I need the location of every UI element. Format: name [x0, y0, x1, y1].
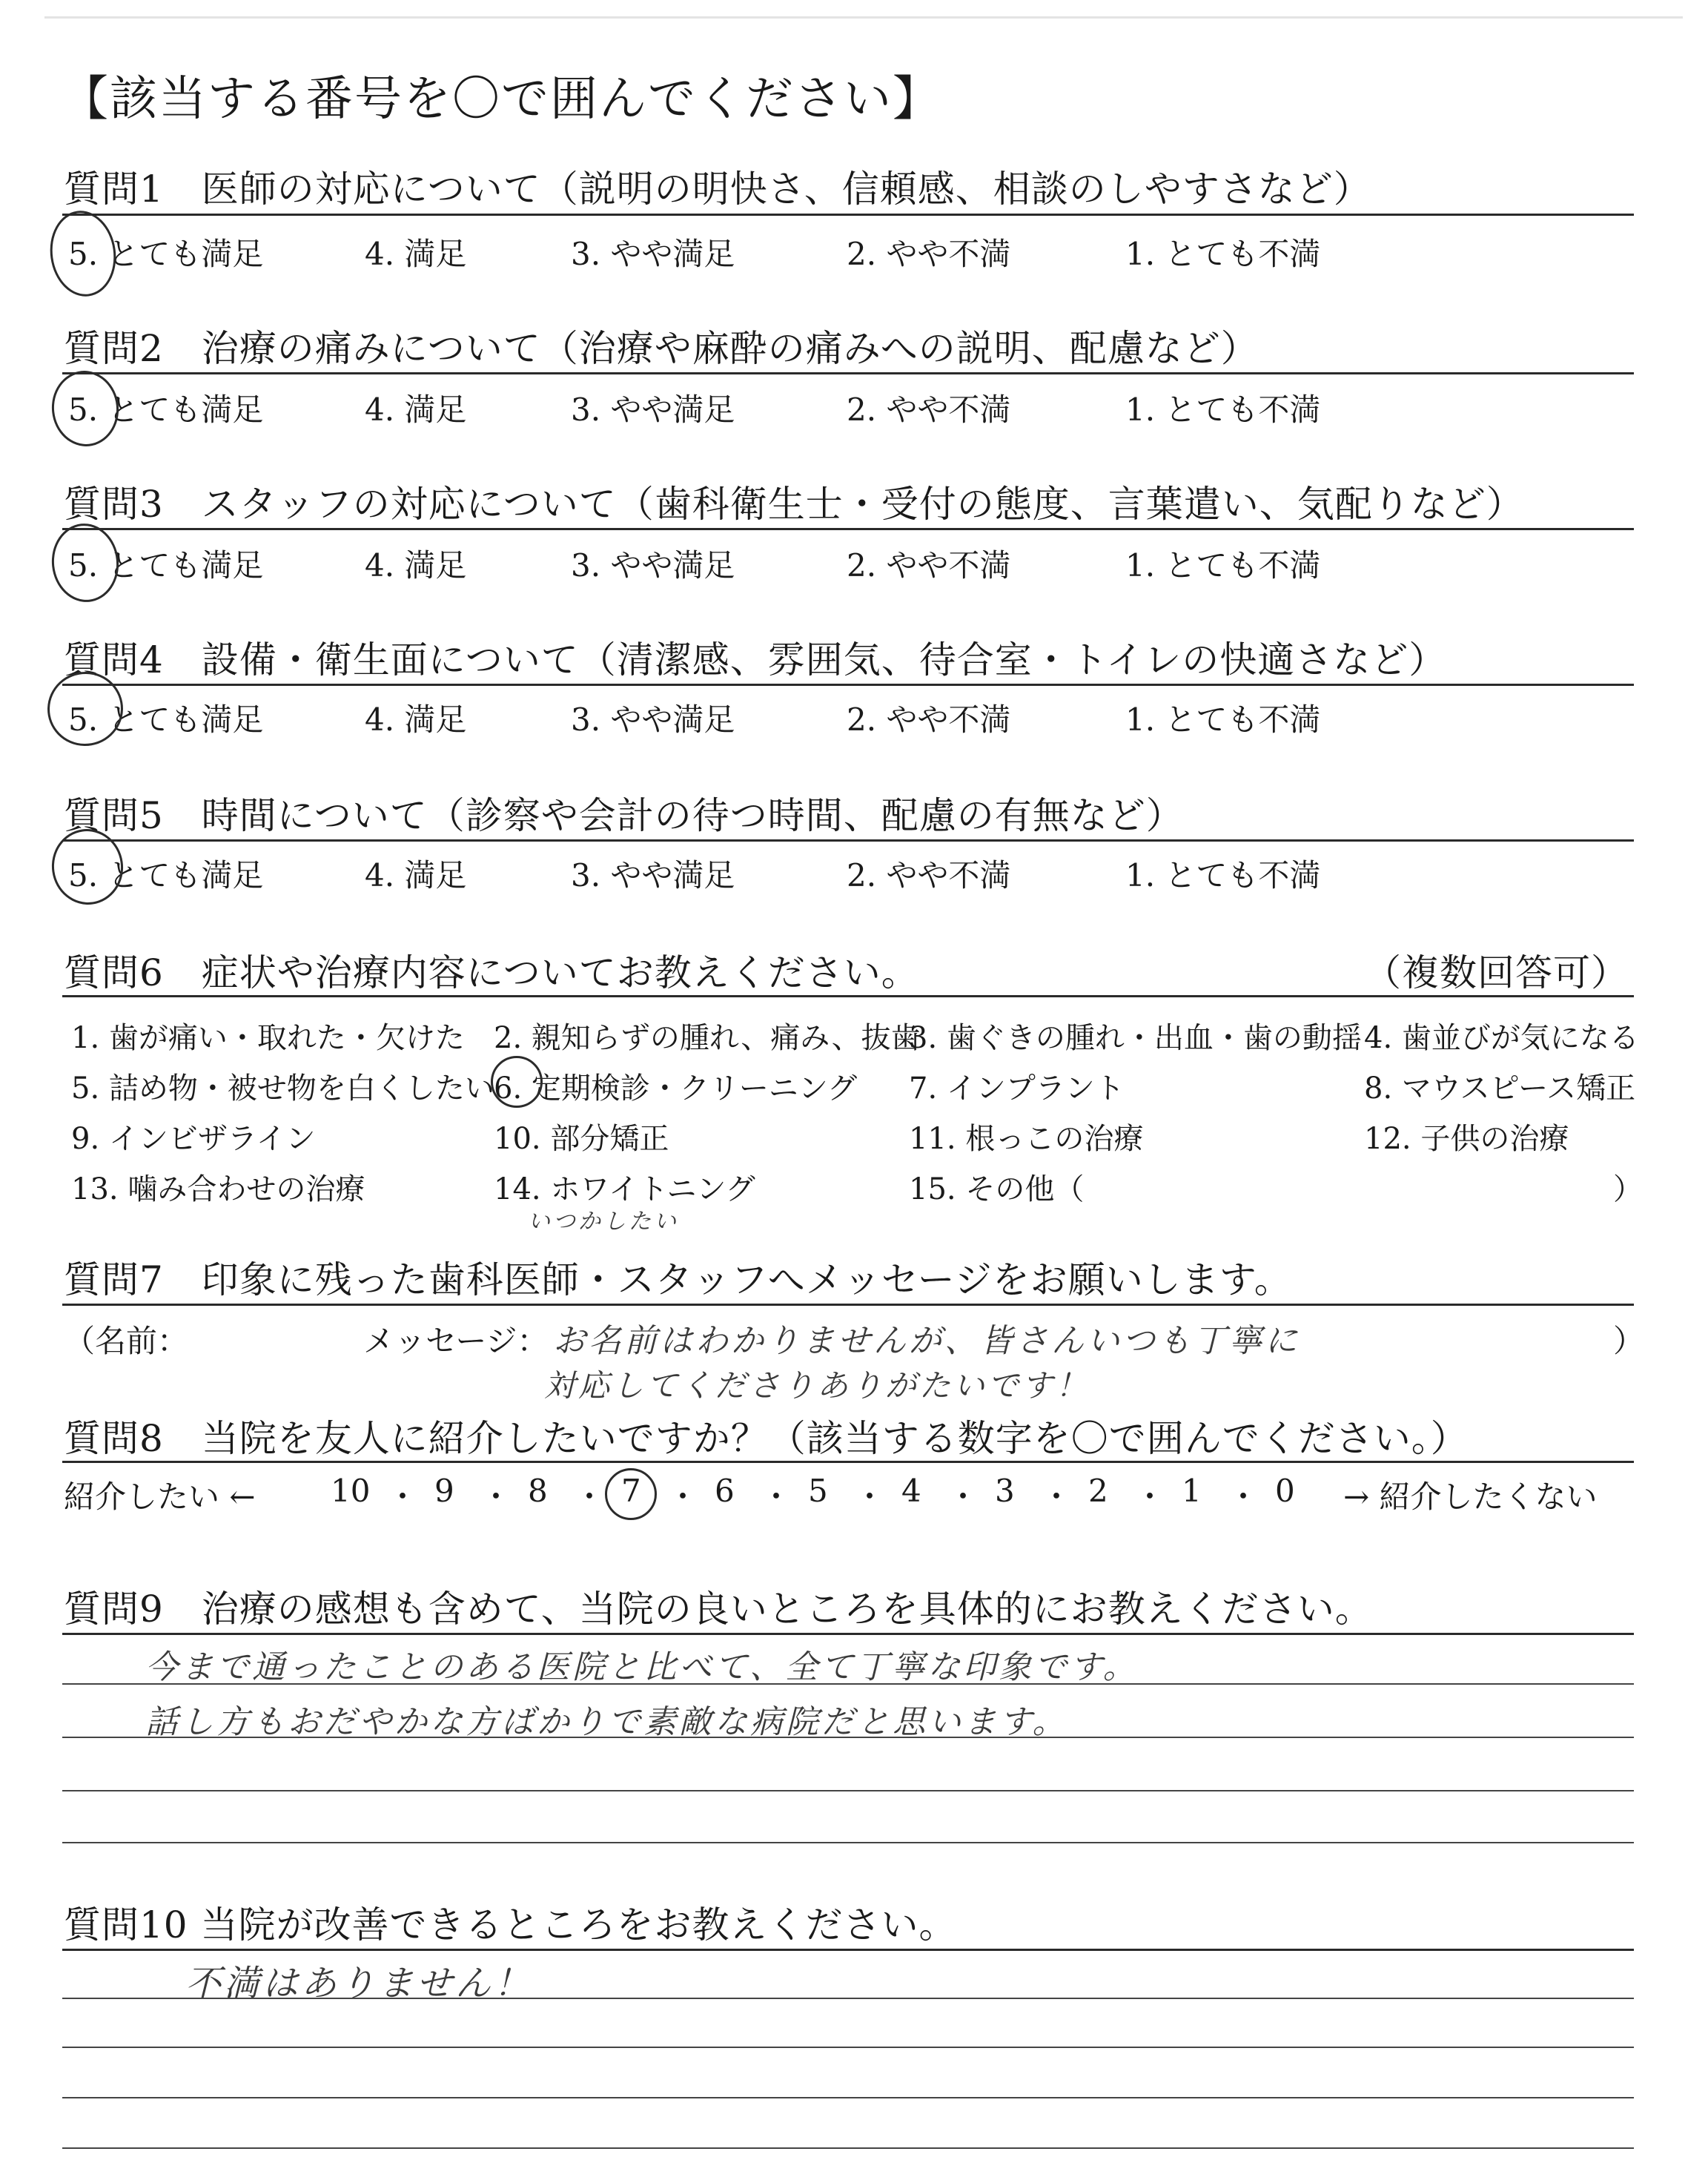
q4-option-2[interactable]: 2. やや不満 [847, 701, 1011, 738]
q1-option-4[interactable]: 4. 満足 [365, 236, 467, 272]
q1-option-1[interactable]: 1. とても不満 [1125, 236, 1321, 272]
handwritten-answer-line-1: 今まで通ったことのある医院と比べて、全て丁寧な印象です。 [145, 1648, 1139, 1686]
page-title: 【該当する番号を〇で囲んでください】 [61, 72, 941, 127]
q6-option-3[interactable]: 3. 歯ぐきの腫れ・出血・歯の動揺 [909, 1021, 1362, 1055]
scale-value-5[interactable]: 5 [808, 1473, 828, 1509]
scale-value-9[interactable]: 9 [434, 1473, 454, 1509]
close-paren: ） [1613, 1323, 1645, 1359]
selection-circle [44, 206, 121, 300]
q2-option-4[interactable]: 4. 満足 [365, 392, 467, 428]
scale-value-0[interactable]: 0 [1275, 1473, 1295, 1509]
q1-option-2[interactable]: 2. やや不満 [847, 236, 1011, 272]
scale-separator: ・ [480, 1479, 512, 1515]
recommend-label: 紹介したい ← [64, 1479, 256, 1515]
scale-value-3[interactable]: 3 [995, 1473, 1015, 1509]
answer-line [62, 1790, 1634, 1791]
question-1: 質問1 医師の対応について（説明の明快さ、信頼感、相談のしやすさなど） [64, 168, 1371, 211]
q2-option-5[interactable]: 5. とても満足 [68, 392, 264, 428]
rule [62, 995, 1634, 997]
rule [62, 839, 1634, 842]
q5-option-5[interactable]: 5. とても満足 [68, 857, 264, 894]
scale-value-8[interactable]: 8 [528, 1473, 548, 1509]
q2-option-2[interactable]: 2. やや不満 [847, 392, 1011, 428]
question-9: 質問9 治療の感想も含めて、当院の良いところを具体的にお教えください。 [64, 1588, 1373, 1631]
q6-option-8[interactable]: 8. マウスピース矯正 [1364, 1071, 1636, 1106]
scan-edge [44, 16, 1683, 19]
q4-option-4[interactable]: 4. 満足 [365, 701, 467, 738]
scale-value-4[interactable]: 4 [901, 1473, 921, 1509]
rule [62, 1461, 1634, 1463]
selection-circle [605, 1468, 657, 1520]
q6-option-15-close: ） [1613, 1172, 1643, 1206]
answer-line [62, 2097, 1634, 2098]
handwritten-answer-q10: 不満はありません！ [185, 1963, 533, 2004]
rule [62, 1633, 1634, 1635]
question-8: 質問8 当院を友人に紹介したいですか？（該当する数字を〇で囲んでください。） [64, 1417, 1469, 1460]
q6-option-5[interactable]: 5. 詰め物・被せ物を白くしたい [71, 1071, 494, 1106]
scale-separator: ・ [387, 1479, 419, 1515]
question-3: 質問3 スタッフの対応について（歯科衛生士・受付の態度、言葉遣い、気配りなど） [64, 483, 1524, 526]
q5-option-4[interactable]: 4. 満足 [365, 857, 467, 894]
scale-separator: ・ [574, 1479, 606, 1515]
q4-option-3[interactable]: 3. やや満足 [571, 701, 735, 738]
q3-option-5[interactable]: 5. とても満足 [68, 547, 264, 584]
scale-separator: ・ [947, 1479, 979, 1515]
q1-option-5[interactable]: 5. とても満足 [68, 236, 264, 272]
scale-separator: ・ [1228, 1479, 1260, 1515]
scale-separator: ・ [1134, 1479, 1166, 1515]
rule [62, 528, 1634, 530]
rule [62, 214, 1634, 216]
q5-option-2[interactable]: 2. やや不満 [847, 857, 1011, 894]
q5-option-3[interactable]: 3. やや満足 [571, 857, 735, 894]
question-5: 質問5 時間について（診察や会計の待つ時間、配慮の有無など） [64, 794, 1184, 837]
selection-circle [48, 521, 123, 606]
rule [62, 1949, 1634, 1951]
scale-value-1[interactable]: 1 [1182, 1473, 1202, 1509]
handwritten-message-line-2: 対応してくださりありがたいです！ [544, 1367, 1090, 1404]
q6-option-12[interactable]: 12. 子供の治療 [1364, 1122, 1569, 1156]
answer-line [62, 1842, 1634, 1843]
q6-option-6[interactable]: 6. 定期検診・クリーニング [494, 1071, 858, 1106]
q6-option-2[interactable]: 2. 親知らずの腫れ、痛み、抜歯 [494, 1021, 921, 1055]
q2-option-3[interactable]: 3. やや満足 [571, 392, 735, 428]
q2-option-1[interactable]: 1. とても不満 [1125, 392, 1321, 428]
scale-value-6[interactable]: 6 [715, 1473, 735, 1509]
question-7: 質問7 印象に残った歯科医師・スタッフへメッセージをお願いします。 [64, 1258, 1292, 1301]
scale-value-2[interactable]: 2 [1088, 1473, 1108, 1509]
scale-value-7[interactable]: 7 [621, 1473, 641, 1509]
multiple-answer-note: （複数回答可） [1364, 951, 1629, 994]
q5-option-1[interactable]: 1. とても不満 [1125, 857, 1321, 894]
scale-separator: ・ [761, 1479, 792, 1515]
scale-separator: ・ [667, 1479, 699, 1515]
q4-option-1[interactable]: 1. とても不満 [1125, 701, 1321, 738]
q6-option-10[interactable]: 10. 部分矯正 [494, 1122, 669, 1156]
rule [62, 1304, 1634, 1306]
answer-line [62, 2147, 1634, 2149]
question-2: 質問2 治療の痛みについて（治療や麻酔の痛みへの説明、配慮など） [64, 327, 1259, 370]
q6-option-14[interactable]: 14. ホワイトニング [494, 1172, 755, 1206]
selection-circle [48, 368, 122, 450]
q3-option-4[interactable]: 4. 満足 [365, 547, 467, 584]
scale-value-10[interactable]: 10 [331, 1473, 371, 1509]
question-6: 質問6 症状や治療内容についてお教えください。 [64, 951, 919, 994]
q6-option-9[interactable]: 9. インビザライン [71, 1122, 316, 1156]
scale-separator: ・ [854, 1479, 886, 1515]
q6-option-7[interactable]: 7. インプラント [909, 1071, 1125, 1106]
q6-option-4[interactable]: 4. 歯並びが気になる [1364, 1021, 1639, 1055]
name-label: （名前： [64, 1323, 189, 1359]
scale-separator: ・ [1041, 1479, 1073, 1515]
q3-option-1[interactable]: 1. とても不満 [1125, 547, 1321, 584]
q3-option-2[interactable]: 2. やや不満 [847, 547, 1011, 584]
message-label: メッセージ： [363, 1323, 549, 1359]
rule [62, 372, 1634, 374]
q6-option-13[interactable]: 13. 噛み合わせの治療 [71, 1172, 365, 1206]
q6-option-11[interactable]: 11. 根っこの治療 [909, 1122, 1144, 1156]
q6-option-1[interactable]: 1. 歯が痛い・取れた・欠けた [71, 1021, 465, 1055]
handwritten-note: いつかしたい [528, 1209, 679, 1235]
handwritten-answer-line-2: 話し方もおだやかな方ばかりで素敵な病院だと思います。 [145, 1703, 1068, 1741]
q4-option-5[interactable]: 5. とても満足 [68, 701, 264, 738]
not-recommend-label: → 紹介したくない [1343, 1479, 1598, 1515]
answer-line [62, 2047, 1634, 2048]
q3-option-3[interactable]: 3. やや満足 [571, 547, 735, 584]
rule [62, 684, 1634, 686]
q6-option-15[interactable]: 15. その他（ [909, 1172, 1085, 1206]
question-10: 質問10 当院が改善できるところをお教えください。 [64, 1903, 957, 1946]
selection-circle [491, 1056, 543, 1108]
question-4: 質問4 設備・衛生面について（清潔感、雰囲気、待合室・トイレの快適さなど） [64, 638, 1447, 681]
q1-option-3[interactable]: 3. やや満足 [571, 236, 735, 272]
handwritten-message-line-1: お名前はわかりませんが、皆さんいつも丁寧に [553, 1322, 1300, 1360]
